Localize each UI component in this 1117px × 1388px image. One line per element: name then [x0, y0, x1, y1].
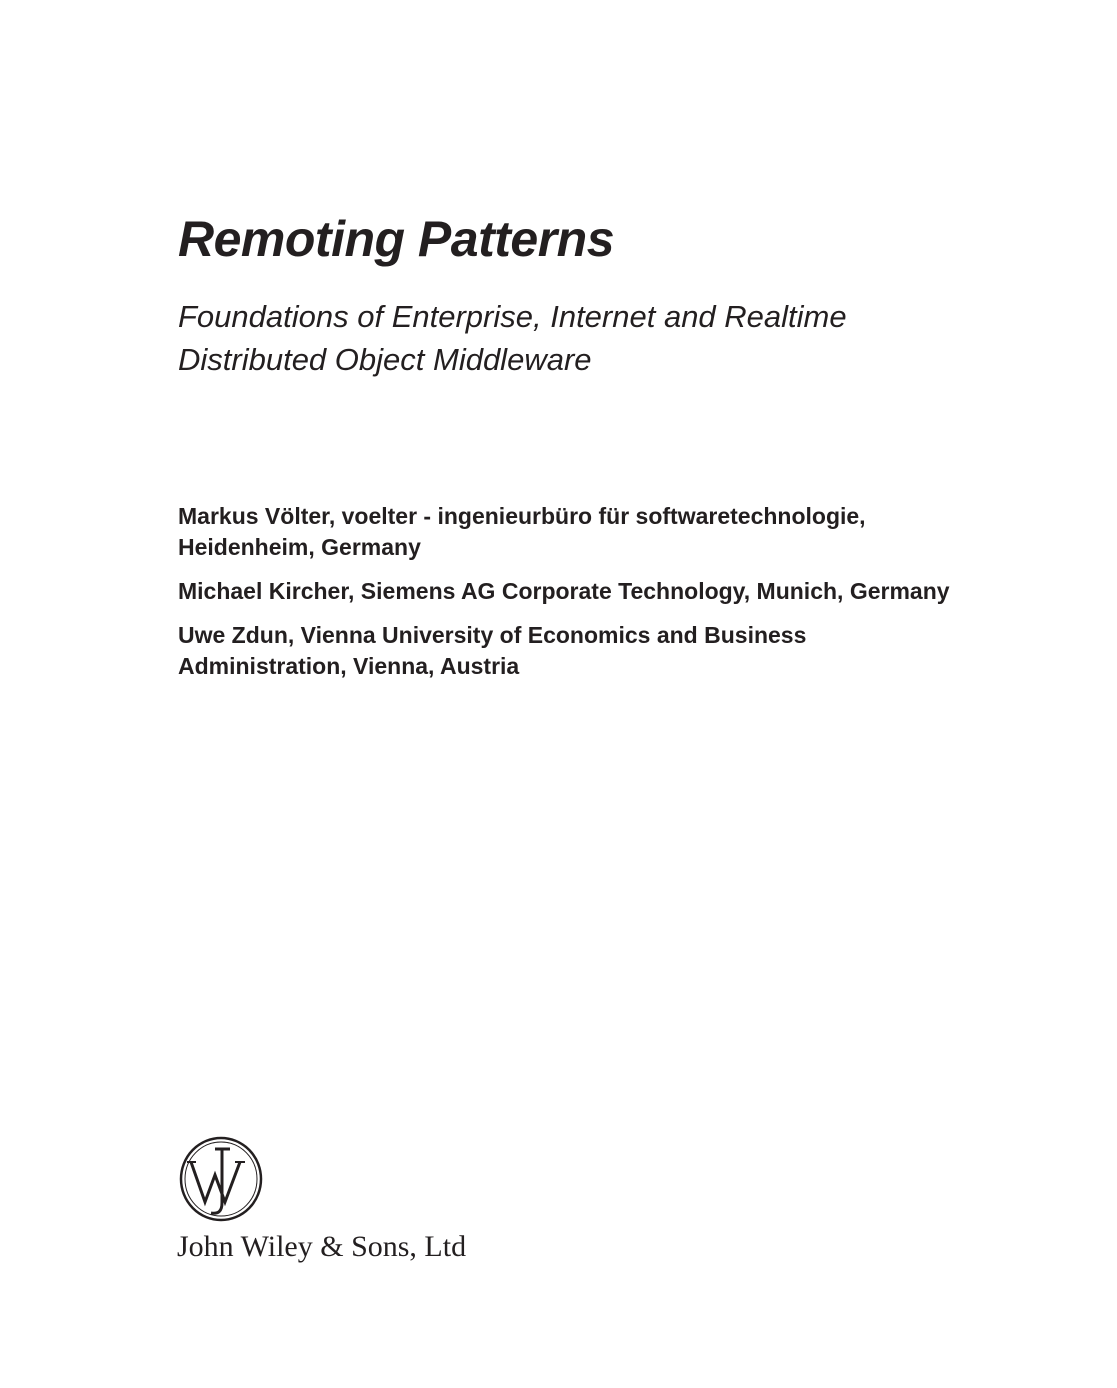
- author-entry: [178, 576, 1058, 607]
- author-list: [178, 501, 1058, 695]
- book-title: Remoting Patterns: [178, 211, 615, 267]
- author-line: Uwe Zdun, Vienna University of Economics and Business: [178, 622, 807, 648]
- publisher-name: John Wiley & Sons, Ltd: [177, 1230, 467, 1263]
- subtitle-line: Distributed Object Middleware: [178, 342, 592, 377]
- author-line: Heidenheim, Germany: [178, 534, 421, 560]
- author-line: Markus Völter, voelter - ingenieurbüro für softwaretechnologie,: [178, 503, 866, 529]
- subtitle-line: Foundations of Enterprise, Internet and Realtime: [178, 299, 847, 334]
- author-entry: [178, 501, 1058, 563]
- book-subtitle: [178, 295, 1038, 381]
- author-line: Michael Kircher, Siemens AG Corporate Technology, Munich, Germany: [178, 578, 950, 604]
- author-line: Administration, Vienna, Austria: [178, 653, 520, 679]
- wiley-monogram-icon: [178, 1135, 264, 1223]
- author-entry: [178, 620, 1058, 682]
